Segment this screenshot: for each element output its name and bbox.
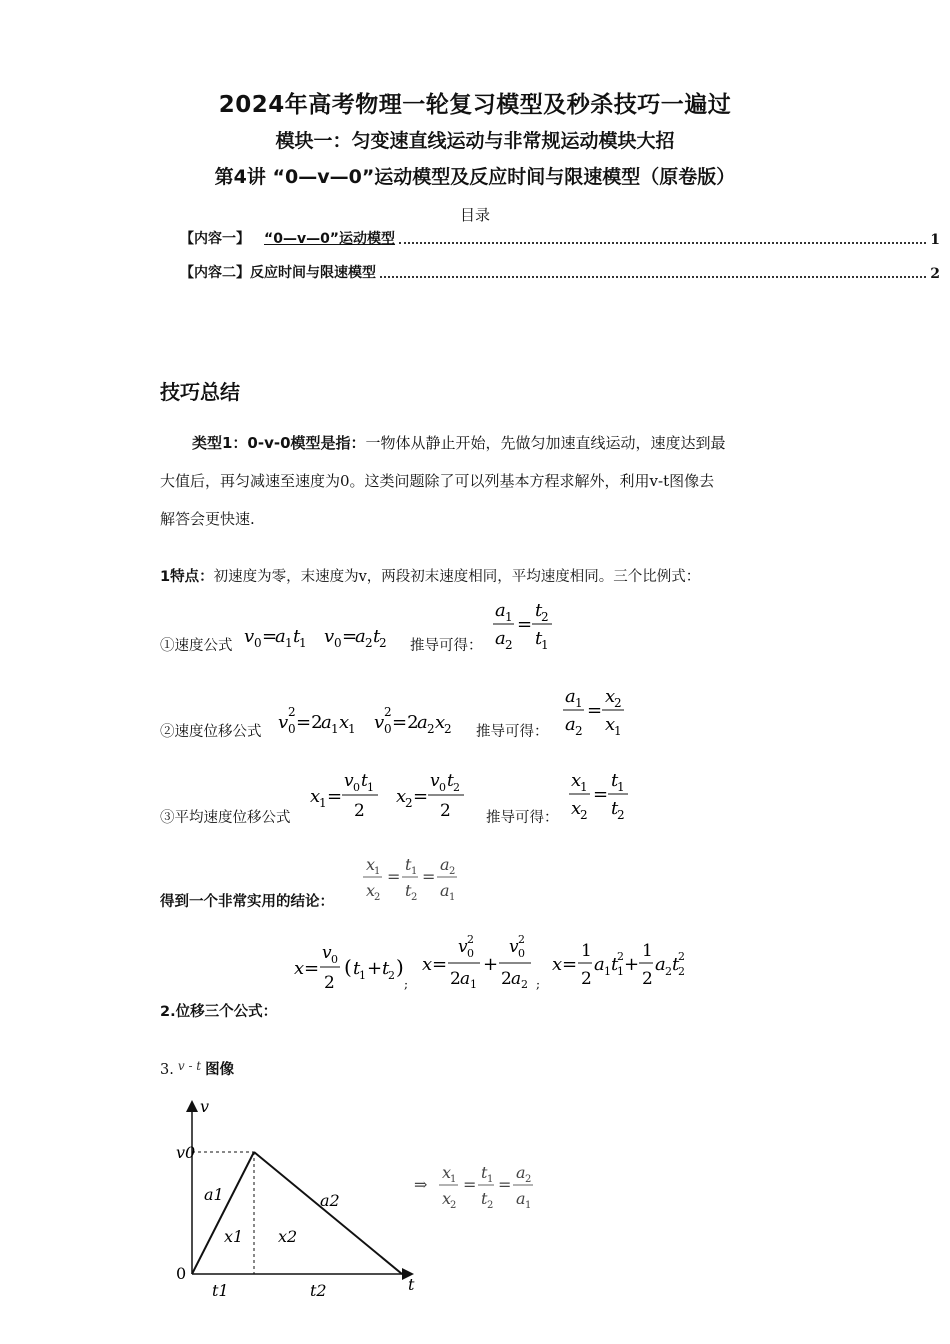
svg-text:1: 1 (581, 941, 592, 961)
toc-item-1[interactable] (180, 228, 940, 248)
displacement-label: 2.位移三个公式： (160, 1004, 278, 1020)
svg-text:=: = (517, 614, 533, 635)
svg-text:1: 1 (575, 696, 583, 710)
svg-text:=: = (463, 1175, 477, 1194)
svg-text:2: 2 (525, 1174, 532, 1185)
vt-label-prefix: 3. (160, 1062, 174, 1078)
svg-text:0: 0 (334, 636, 342, 650)
intro-paragraph (160, 424, 800, 538)
svg-text:v: v (430, 771, 440, 791)
svg-text:2: 2 (384, 705, 392, 719)
svg-text:=: = (562, 954, 578, 975)
svg-text:2: 2 (501, 969, 512, 989)
module-title: 模块一：匀变速直线运动与非常规运动模块大招 (275, 130, 675, 152)
svg-text:2: 2 (450, 969, 461, 989)
svg-text:t: t (293, 626, 301, 647)
svg-text:=: = (327, 786, 343, 807)
svg-text:=: = (304, 958, 320, 979)
svg-text:1: 1 (617, 965, 624, 978)
svg-text:2: 2 (518, 933, 525, 946)
svg-text:1: 1 (487, 1174, 494, 1185)
svg-text:=: = (342, 626, 358, 647)
svg-text:a: a (417, 712, 428, 733)
intro-line-2: 大值后，再匀减速至速度为0。这类问题除了可以列基本方程求解外，利用v-t图像去 (160, 472, 715, 490)
svg-text:2: 2 (678, 965, 685, 978)
svg-text:1: 1 (285, 636, 293, 650)
svg-text:1: 1 (642, 941, 653, 961)
svg-text:t: t (405, 881, 412, 900)
toc-item-tag: 【内容二】 (180, 265, 250, 281)
svg-text:+: + (367, 958, 383, 979)
x2-label: x2 (278, 1227, 298, 1246)
item-1-label: ①速度公式 (160, 638, 233, 654)
svg-text:=: = (587, 700, 603, 721)
t2-label: t2 (310, 1281, 327, 1300)
svg-text:a: a (355, 626, 366, 647)
toc-title: 目录 (459, 206, 490, 224)
svg-text:v: v (324, 626, 335, 647)
svg-text:2: 2 (521, 978, 528, 991)
features-line (160, 565, 700, 586)
average-velocity-formula (308, 764, 478, 824)
a1-label: a1 (204, 1185, 224, 1204)
svg-text:2: 2 (405, 796, 413, 810)
svg-text:1: 1 (470, 978, 477, 991)
svg-text:2: 2 (288, 705, 296, 719)
svg-text:=: = (262, 626, 278, 647)
svg-text:v: v (509, 937, 519, 957)
svg-text:+: + (624, 954, 640, 975)
svg-text:t: t (353, 958, 361, 979)
svg-text:1: 1 (299, 636, 307, 650)
svg-text:a: a (565, 714, 576, 735)
vt-label-math: v - t (177, 1059, 202, 1073)
svg-text:2: 2 (453, 781, 460, 794)
svg-text:1: 1 (450, 1174, 457, 1185)
section-title: 技巧总结 (160, 380, 240, 404)
svg-text:2: 2 (374, 892, 381, 903)
svg-text:1: 1 (449, 892, 456, 903)
features-lead: 1特点： (160, 569, 214, 585)
svg-text:2: 2 (505, 638, 513, 652)
svg-text:2: 2 (467, 933, 474, 946)
svg-text:2: 2 (614, 696, 622, 710)
derive-label-1: 推导可得： (410, 638, 483, 654)
svg-text:;: ; (404, 977, 409, 991)
svg-text:0: 0 (288, 722, 296, 736)
svg-text:x: x (442, 1163, 452, 1182)
svg-text:a: a (511, 969, 522, 989)
svg-text:2: 2 (444, 722, 452, 736)
svg-text:2: 2 (665, 965, 672, 978)
accel-line (192, 1152, 254, 1274)
svg-text:x: x (605, 714, 616, 735)
axis-v-label: v (200, 1097, 210, 1116)
svg-text:a: a (495, 628, 506, 649)
svg-text:t: t (361, 771, 368, 791)
svg-text:t: t (382, 958, 390, 979)
toc-page-number: 1 (930, 232, 940, 248)
svg-text:1: 1 (525, 1200, 532, 1211)
svg-text:2: 2 (580, 808, 588, 822)
svg-text:2: 2 (324, 973, 335, 993)
svg-text:1: 1 (580, 780, 588, 794)
svg-text:a: a (655, 954, 666, 975)
ratio-a1-a2-x (560, 680, 640, 740)
velocity-displacement-formula (274, 700, 474, 740)
svg-text:(: ( (344, 955, 352, 979)
svg-text:0: 0 (439, 781, 446, 794)
derive-label-2: 推导可得： (476, 724, 549, 740)
svg-text:x: x (552, 954, 563, 975)
svg-text:2: 2 (575, 724, 583, 738)
origin-label: 0 (176, 1264, 187, 1283)
conclusion-label: 得到一个非常实用的结论： (160, 894, 334, 910)
svg-text:1: 1 (541, 638, 549, 652)
svg-text:): ) (396, 955, 404, 979)
toc-page-number: 2 (930, 266, 940, 282)
svg-text:a: a (440, 881, 450, 900)
svg-text:=: = (413, 786, 429, 807)
svg-text:v: v (374, 712, 385, 733)
intro-lead: 类型1：0-v-0模型是指： (192, 434, 366, 452)
svg-text:t: t (611, 770, 619, 791)
svg-text:=: = (422, 867, 436, 886)
derive-label-3: 推导可得： (486, 810, 559, 826)
svg-text:x: x (435, 712, 446, 733)
decel-line (254, 1152, 402, 1274)
svg-text:a: a (321, 712, 332, 733)
svg-text:2: 2 (487, 1200, 494, 1211)
svg-text:t: t (481, 1189, 488, 1208)
toc-item-2[interactable] (180, 262, 940, 282)
svg-text:1: 1 (604, 965, 611, 978)
graph-conclusion-formula (412, 1158, 552, 1218)
svg-text:1: 1 (505, 610, 513, 624)
svg-text:t: t (611, 954, 619, 975)
svg-text:=2: =2 (392, 712, 419, 733)
svg-text:0: 0 (467, 947, 474, 960)
svg-text:=: = (432, 954, 448, 975)
svg-text:2: 2 (617, 808, 625, 822)
intro-line-3: 解答会更快速. (160, 510, 255, 528)
svg-text:a: a (460, 969, 471, 989)
svg-text:⇒: ⇒ (414, 1175, 428, 1194)
svg-text:0: 0 (384, 722, 392, 736)
x1-label: x1 (224, 1227, 244, 1246)
svg-text:v: v (322, 943, 332, 963)
lecture-title: 第4讲 “0—v—0”运动模型及反应时间与限速模型（原卷版） (214, 166, 736, 188)
conclusion-formula (360, 850, 470, 910)
svg-text:0: 0 (353, 781, 360, 794)
svg-text:x: x (339, 712, 350, 733)
svg-text:t: t (535, 600, 543, 621)
svg-text:v: v (244, 626, 255, 647)
svg-text:2: 2 (642, 969, 653, 989)
svg-text:a: a (594, 954, 605, 975)
svg-text:2: 2 (365, 636, 373, 650)
svg-text:a: a (565, 686, 576, 707)
svg-text:v: v (458, 937, 468, 957)
toc-item-link[interactable]: “0—v—0”运动模型 (264, 231, 396, 247)
svg-text:a: a (516, 1163, 526, 1182)
svg-text:2: 2 (449, 866, 456, 877)
svg-text:1: 1 (359, 969, 366, 982)
svg-text:1: 1 (319, 796, 327, 810)
displacement-formulas (290, 930, 710, 996)
svg-text:1: 1 (614, 724, 622, 738)
svg-text:a: a (495, 600, 506, 621)
svg-text:0: 0 (331, 953, 338, 966)
item-2-label: ②速度位移公式 (160, 724, 262, 740)
svg-text:x: x (422, 954, 433, 975)
svg-text:x: x (366, 881, 376, 900)
svg-text:t: t (405, 855, 412, 874)
svg-text:x: x (605, 686, 616, 707)
axis-t-label: t (408, 1275, 415, 1294)
svg-text:=: = (498, 1175, 512, 1194)
svg-text:t: t (611, 798, 619, 819)
svg-text:+: + (483, 954, 499, 975)
svg-text:a: a (440, 855, 450, 874)
velocity-formula (240, 616, 410, 652)
svg-text:2: 2 (581, 969, 592, 989)
t1-label: t1 (212, 1281, 229, 1300)
svg-text:a: a (275, 626, 286, 647)
svg-text:a: a (516, 1189, 526, 1208)
svg-text:2: 2 (541, 610, 549, 624)
toc-item-tag: 【内容一】 (180, 231, 250, 247)
intro-line-1: 一物体从静止开始，先做匀加速直线运动，速度达到最 (365, 434, 726, 452)
svg-text:x: x (366, 855, 376, 874)
svg-text:2: 2 (379, 636, 387, 650)
svg-text:x: x (442, 1189, 452, 1208)
vt-graph (170, 1096, 430, 1306)
document-title: 2024年高考物理一轮复习模型及秒杀技巧一遍过 (218, 92, 732, 118)
svg-text:1: 1 (374, 866, 381, 877)
svg-text:0: 0 (254, 636, 262, 650)
v0-label: v0 (176, 1143, 196, 1162)
svg-text:t: t (447, 771, 454, 791)
features-text: 初速度为零，末速度为v，两段初末速度相同，平均速度相同。三个比例式： (213, 569, 701, 585)
toc-dots (399, 242, 926, 244)
ratio-x1-x2 (566, 764, 646, 824)
svg-text:=: = (387, 867, 401, 886)
svg-text:2: 2 (678, 950, 685, 963)
svg-text:x: x (396, 786, 407, 807)
svg-text:1: 1 (617, 780, 625, 794)
vt-label-suffix: 图像 (205, 1062, 235, 1078)
svg-text:2: 2 (440, 801, 451, 821)
svg-text:2: 2 (388, 969, 395, 982)
svg-text:x: x (571, 798, 582, 819)
toc-item-link[interactable]: 反应时间与限速模型 (250, 265, 376, 281)
svg-text:x: x (310, 786, 321, 807)
svg-text:v: v (344, 771, 354, 791)
svg-text:2: 2 (411, 892, 418, 903)
svg-text:0: 0 (518, 947, 525, 960)
svg-text:t: t (373, 626, 381, 647)
svg-text:1: 1 (348, 722, 356, 736)
svg-text:=2: =2 (296, 712, 323, 733)
svg-text:2: 2 (427, 722, 435, 736)
svg-text:x: x (571, 770, 582, 791)
svg-text:2: 2 (354, 801, 365, 821)
vt-label (160, 1058, 234, 1079)
svg-text:x: x (294, 958, 305, 979)
svg-text:v: v (278, 712, 289, 733)
svg-text:2: 2 (450, 1200, 457, 1211)
a2-label: a2 (320, 1191, 340, 1210)
toc-dots (380, 276, 926, 278)
svg-text:1: 1 (331, 722, 339, 736)
svg-text:;: ; (536, 977, 541, 991)
ratio-a1-a2 (490, 594, 570, 654)
svg-text:2: 2 (617, 950, 624, 963)
svg-text:1: 1 (411, 866, 418, 877)
svg-text:t: t (535, 628, 543, 649)
svg-text:=: = (593, 784, 609, 805)
item-3-label: ③平均速度位移公式 (160, 810, 291, 826)
svg-text:t: t (672, 954, 680, 975)
svg-text:t: t (481, 1163, 488, 1182)
svg-text:1: 1 (367, 781, 374, 794)
